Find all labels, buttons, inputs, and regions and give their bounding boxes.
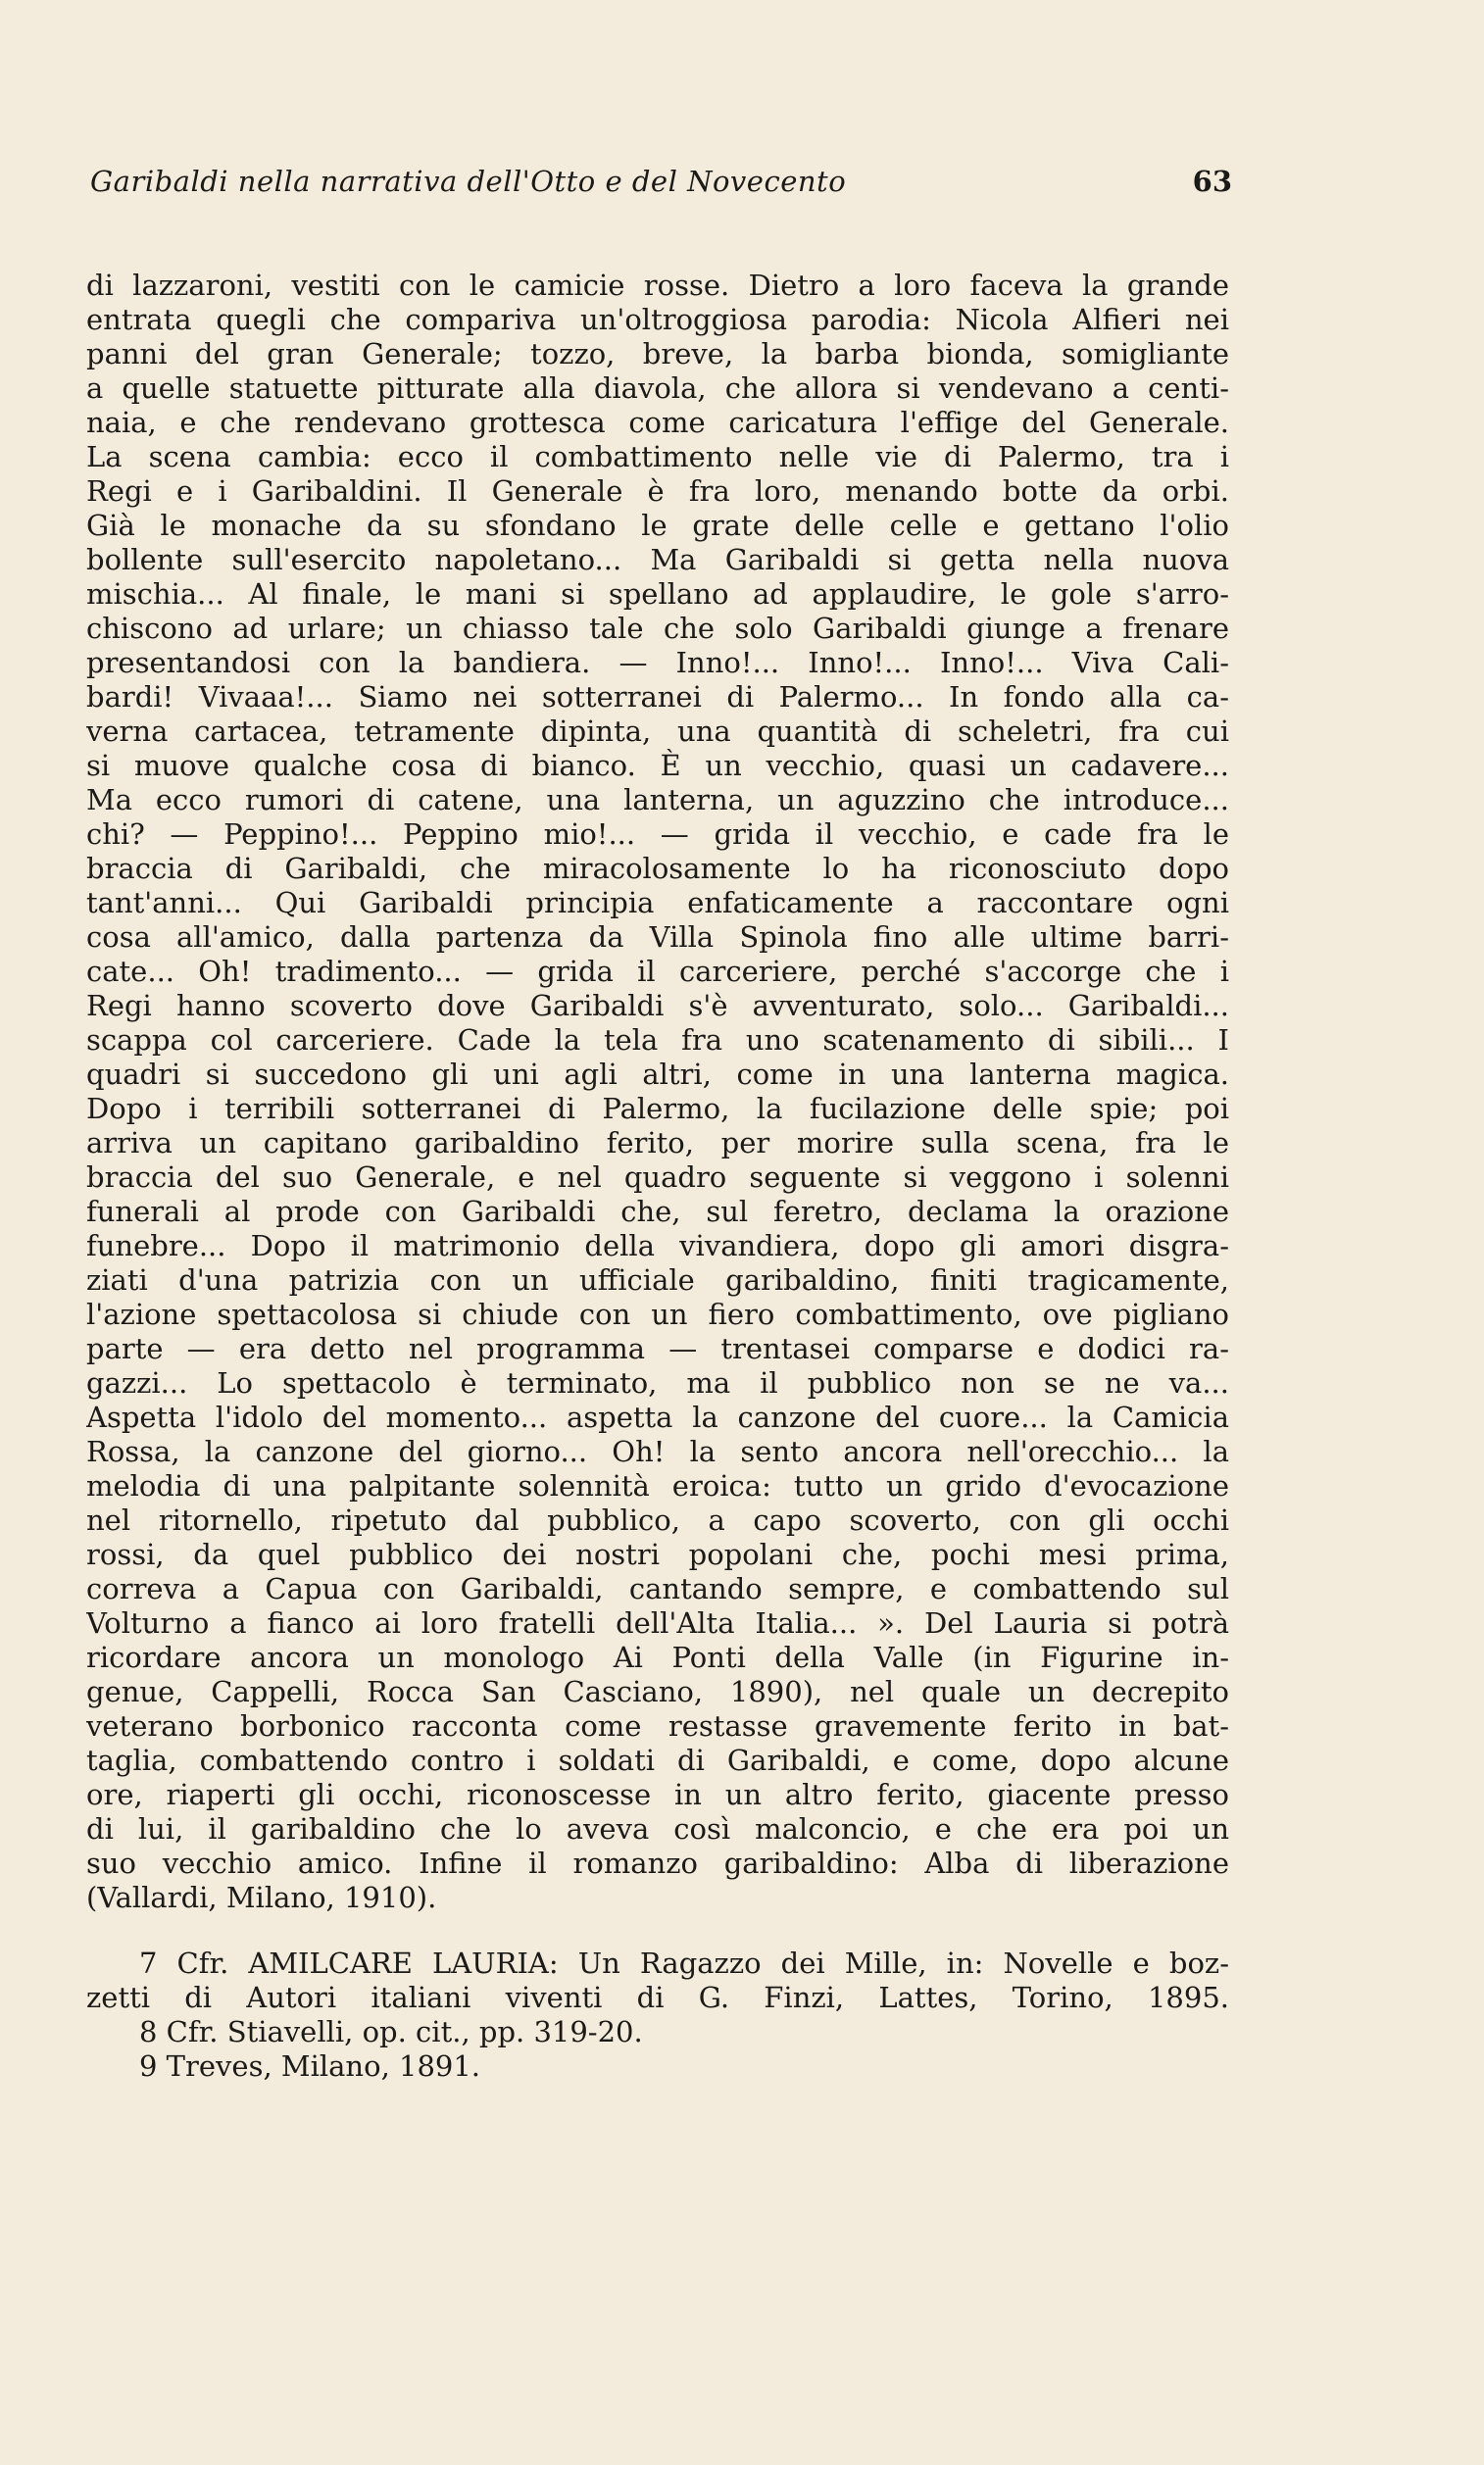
text-line: genue, Cappelli, Rocca San Casciano, 1890), nel quale un decrepito	[86, 1675, 1229, 1708]
text-line: ricordare ancora un monologo Ai Ponti della Valle (in Figurine in-	[86, 1641, 1229, 1674]
text-line: Regi hanno scoverto dove Garibaldi s'è avventurato, solo... Garibaldi...	[86, 989, 1229, 1022]
text-line: veterano borbonico racconta come restasse gravemente ferito in bat-	[86, 1709, 1229, 1743]
text-line: chi? — Peppino!... Peppino mio!... — grida il vecchio, e cade fra le	[86, 817, 1229, 851]
text-line: di lui, il garibaldino che lo aveva così malconcio, e che era poi un	[86, 1812, 1229, 1846]
text-line: parte — era detto nel programma — trentasei comparse e dodici ra-	[86, 1332, 1229, 1365]
text-line: bollente sull'esercito napoletano... Ma Garibaldi si getta nella nuova	[86, 543, 1229, 576]
text-line: si muove qualche cosa di bianco. È un vecchio, quasi un cadavere...	[86, 749, 1229, 782]
text-line: panni del gran Generale; tozzo, breve, la barba bionda, somigliante	[86, 337, 1229, 370]
footnote-line: 8 Cfr. Stiavelli, op. cit., pp. 319-20.	[139, 2015, 643, 2048]
text-line: mischia... Al finale, le mani si spellano ad applaudire, le gole s'arro-	[86, 577, 1229, 611]
text-line: suo vecchio amico. Infine il romanzo garibaldino: Alba di liberazione	[86, 1847, 1229, 1880]
text-line: cosa all'amico, dalla partenza da Villa Spinola fino alle ultime barri-	[86, 920, 1229, 954]
text-line: Aspetta l'idolo del momento... aspetta la canzone del cuore... la Camicia	[86, 1401, 1229, 1434]
page-number: 63	[1192, 165, 1232, 198]
text-line: rossi, da quel pubblico dei nostri popolani che, pochi mesi prima,	[86, 1538, 1229, 1571]
footnote-line: 9 Treves, Milano, 1891.	[139, 2049, 481, 2083]
text-line: Volturno a fianco ai loro fratelli dell'Alta Italia... ». Del Lauria si potrà	[86, 1606, 1229, 1640]
text-line: ziati d'una patrizia con un ufficiale garibaldino, finiti tragicamente,	[86, 1263, 1229, 1297]
text-line: La scena cambia: ecco il combattimento nelle vie di Palermo, tra i	[86, 440, 1229, 473]
text-line: correva a Capua con Garibaldi, cantando sempre, e combattendo sul	[86, 1572, 1229, 1605]
text-line: scappa col carceriere. Cade la tela fra uno scatenamento di sibili... I	[86, 1023, 1229, 1057]
text-line: funebre... Dopo il matrimonio della vivandiera, dopo gli amori disgra-	[86, 1229, 1229, 1262]
text-line: Dopo i terribili sotterranei di Palermo, la fucilazione delle spie; poi	[86, 1092, 1229, 1125]
footnotes	[86, 1947, 1229, 2084]
text-line: tant'anni... Qui Garibaldi principia enfaticamente a raccontare ogni	[86, 886, 1229, 919]
text-line: verna cartacea, tetramente dipinta, una quantità di scheletri, fra cui	[86, 715, 1229, 748]
text-line: braccia di Garibaldi, che miracolosamente lo ha riconosciuto dopo	[86, 852, 1229, 885]
running-title: Garibaldi nella narrativa dell'Otto e del Novecento	[90, 165, 847, 198]
text-line: (Vallardi, Milano, 1910).	[86, 1881, 437, 1914]
text-line: ore, riaperti gli occhi, riconoscesse in un altro ferito, giacente presso	[86, 1778, 1229, 1811]
text-line: cate... Oh! tradimento... — grida il carceriere, perché s'accorge che i	[86, 955, 1229, 988]
text-line: Rossa, la canzone del giorno... Oh! la sento ancora nell'orecchio... la	[86, 1435, 1229, 1468]
text-line: gazzi... Lo spettacolo è terminato, ma il pubblico non se ne va...	[86, 1366, 1229, 1400]
text-line: quadri si succedono gli uni agli altri, come in una lanterna magica.	[86, 1058, 1229, 1091]
text-line: di lazzaroni, vestiti con le camicie rosse. Dietro a loro faceva la grande	[86, 269, 1229, 302]
text-line: taglia, combattendo contro i soldati di Garibaldi, e come, dopo alcune	[86, 1744, 1229, 1777]
text-line: melodia di una palpitante solennità eroica: tutto un grido d'evocazione	[86, 1469, 1229, 1503]
text-line: Già le monache da su sfondano le grate delle celle e gettano l'olio	[86, 509, 1229, 542]
text-line: naia, e che rendevano grottesca come caricatura l'effige del Generale.	[86, 406, 1229, 439]
body-text	[86, 269, 1229, 1915]
text-line: arriva un capitano garibaldino ferito, per morire sulla scena, fra le	[86, 1126, 1229, 1159]
text-line: entrata quegli che compariva un'oltroggiosa parodia: Nicola Alfieri nei	[86, 303, 1229, 336]
text-line: chiscono ad urlare; un chiasso tale che solo Garibaldi giunge a frenare	[86, 612, 1229, 645]
text-line: a quelle statuette pitturate alla diavola, che allora si vendevano a centi-	[86, 371, 1229, 405]
footnote-line: 7 Cfr. AMILCARE LAURIA: Un Ragazzo dei Mille, in: Novelle e boz-	[139, 1947, 1229, 1980]
text-line: braccia del suo Generale, e nel quadro seguente si veggono i solenni	[86, 1160, 1229, 1194]
text-line: funerali al prode con Garibaldi che, sul feretro, declama la orazione	[86, 1195, 1229, 1228]
text-line: nel ritornello, ripetuto dal pubblico, a capo scoverto, con gli occhi	[86, 1504, 1229, 1537]
text-line: bardi! Vivaaa!... Siamo nei sotterranei di Palermo... In fondo alla ca-	[86, 680, 1229, 714]
text-line: l'azione spettacolosa si chiude con un fiero combattimento, ove pigliano	[86, 1298, 1229, 1331]
footnote-line: zetti di Autori italiani viventi di G. Finzi, Lattes, Torino, 1895.	[86, 1981, 1229, 2014]
text-line: presentandosi con la bandiera. — Inno!... Inno!... Inno!... Viva Cali-	[86, 646, 1229, 679]
page-header	[90, 165, 1232, 204]
text-line: Ma ecco rumori di catene, una lanterna, un aguzzino che introduce...	[86, 783, 1229, 816]
text-line: Regi e i Garibaldini. Il Generale è fra loro, menando botte da orbi.	[86, 474, 1229, 508]
